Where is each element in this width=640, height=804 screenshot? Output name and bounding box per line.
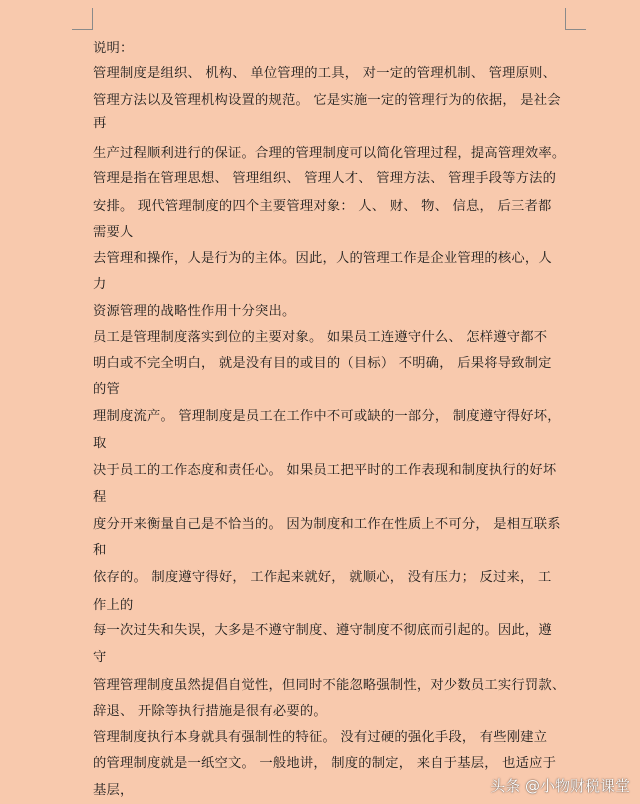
text-line: 作上的 — [93, 598, 134, 613]
text-line: 说明： — [93, 41, 134, 56]
crop-mark-right-vertical — [565, 8, 566, 30]
crop-mark-right-horizontal — [565, 29, 586, 30]
text-line: 取 — [93, 436, 107, 451]
text-line: 安排。 现代管理制度的四个主要管理对象： 人、 财、 物、 信息， 后三者都 — [93, 199, 552, 214]
text-line: 的管 — [93, 382, 120, 397]
text-line: 守 — [93, 650, 107, 665]
text-line: 需要人 — [93, 225, 134, 240]
text-line: 依存的。 制度遵守得好， 工作起来就好， 就顺心， 没有压力； 反过来， 工 — [93, 570, 552, 585]
text-line: 资源管理的战略性作用十分突出。 — [93, 304, 296, 319]
text-line: 再 — [93, 116, 107, 131]
text-line: 辞退、 开除等执行措施是很有必要的。 — [93, 704, 327, 719]
text-line: 管理制度是组织、 机构、 单位管理的工具， 对一定的管理机制、 管理原则、 — [93, 66, 557, 81]
text-line: 管理方法以及管理机构设置的规范。 它是实施一定的管理行为的依据， 是社会 — [93, 93, 561, 108]
text-line: 力 — [93, 277, 107, 292]
crop-mark-left-horizontal — [72, 29, 93, 30]
text-line: 理制度流产。 管理制度是员工在工作中不可或缺的一部分， 制度遵守得好坏， — [93, 409, 561, 424]
text-line: 管理制度执行本身就具有强制性的特征。 没有过硬的强化手段， 有些刚建立 — [93, 730, 548, 745]
text-line: 去管理和操作，人是行为的主体。因此，人的管理工作是企业管理的核心，人 — [93, 251, 552, 266]
text-line: 管理是指在管理思想、 管理组织、 管理人才、 管理方法、 管理手段等方法的 — [93, 171, 557, 186]
text-line: 生产过程顺利进行的保证。合理的管理制度可以简化管理过程，提高管理效率。 — [93, 146, 566, 161]
text-line: 明白或不完全明白， 就是没有目的或目的（目标） 不明确， 后果将导致制定 — [93, 356, 552, 371]
text-line: 每一次过失和失误，大多是不遵守制度、遵守制度不彻底而引起的。因此，遵 — [93, 623, 552, 638]
text-line: 程 — [93, 490, 107, 505]
text-line: 基层， — [93, 783, 134, 798]
text-line: 员工是管理制度落实到位的主要对象。 如果员工连遵守什么、 怎样遵守都不 — [93, 330, 548, 345]
text-line: 的管理制度就是一纸空文。 一般地讲， 制度的制定， 来自于基层， 也适应于 — [93, 756, 557, 771]
text-line: 管理管理制度虽然提倡自觉性，但同时不能忽略强制性，对少数员工实行罚款、 — [93, 678, 566, 693]
text-line: 决于员工的工作态度和责任心。 如果员工把平时的工作表现和制度执行的好坏 — [93, 463, 557, 478]
text-line: 和 — [93, 543, 107, 558]
watermark: 头条 @小物财税课堂 — [490, 777, 630, 795]
crop-mark-left-vertical — [92, 8, 93, 30]
text-line: 度分开来衡量自己是不恰当的。 因为制度和工作在性质上不可分， 是相互联系 — [93, 517, 561, 532]
